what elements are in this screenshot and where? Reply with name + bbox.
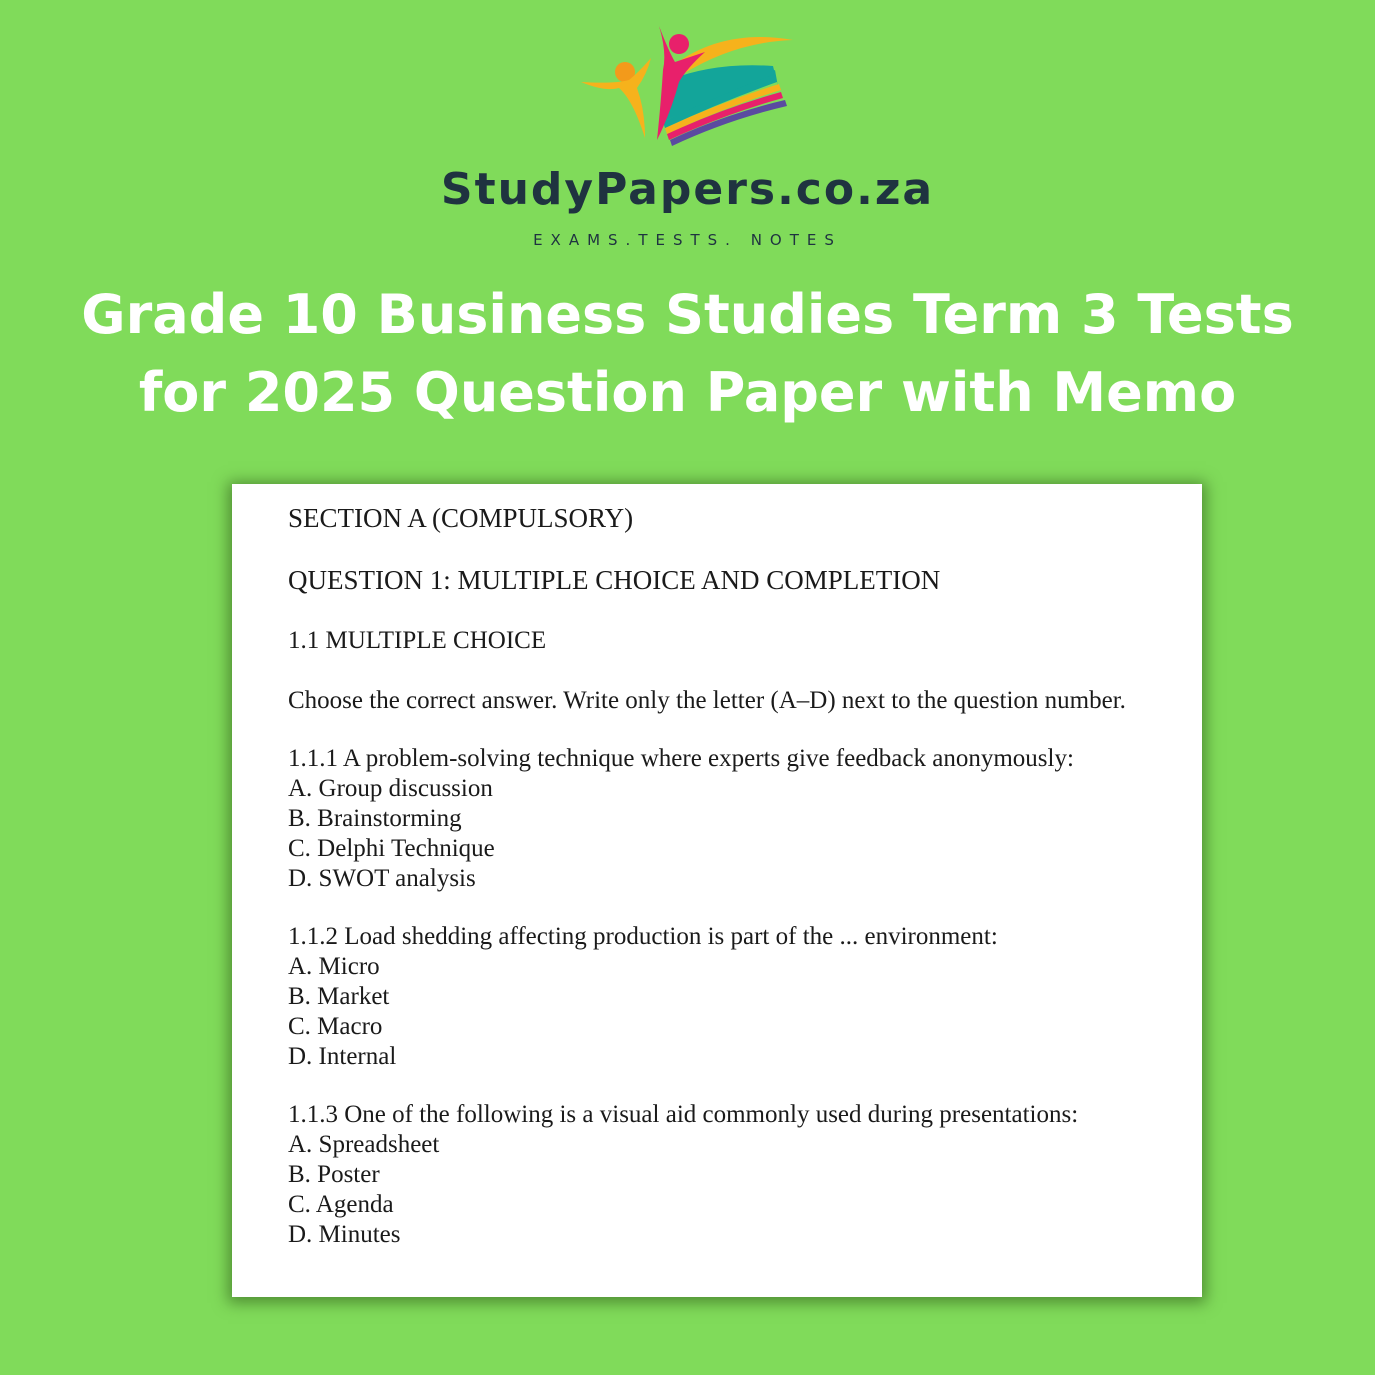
page-title-line-2: for 2025 Question Paper with Memo	[138, 361, 1237, 424]
instruction-text: Choose the correct answer. Write only the letter (A–D) next to the question number.	[288, 687, 1126, 714]
answer-option: C. Agenda	[288, 1191, 394, 1218]
answer-option: D. Minutes	[288, 1221, 401, 1248]
question-stem: 1.1.2 Load shedding affecting production is part of the ... environment:	[288, 923, 998, 950]
answer-option: A. Group discussion	[288, 775, 493, 802]
question-1-1-3	[288, 1100, 1162, 1250]
subsection-title: 1.1 MULTIPLE CHOICE	[288, 627, 547, 654]
answer-option: A. Micro	[288, 953, 380, 980]
question-1-1-2	[288, 922, 1162, 1072]
answer-option: D. Internal	[288, 1043, 397, 1070]
question-paper-preview	[232, 484, 1202, 1297]
page-title-line-1: Grade 10 Business Studies Term 3 Tests	[81, 283, 1294, 346]
open-book-with-people-icon	[575, 22, 800, 147]
brand-name: StudyPapers.co.za	[440, 164, 935, 215]
answer-option: A. Spreadsheet	[288, 1131, 440, 1158]
answer-option: C. Delphi Technique	[288, 835, 495, 862]
brand-tagline: EXAMS.TESTS. NOTES	[533, 231, 842, 249]
answer-option: B. Brainstorming	[288, 805, 462, 832]
question-title: QUESTION 1: MULTIPLE CHOICE AND COMPLETION	[288, 565, 941, 595]
answer-option: C. Macro	[288, 1013, 383, 1040]
question-stem: 1.1.1 A problem-solving technique where experts give feedback anonymously:	[288, 745, 1074, 772]
answer-option: B. Poster	[288, 1161, 380, 1188]
page-title	[40, 276, 1335, 432]
section-title: SECTION A (COMPULSORY)	[288, 503, 634, 533]
answer-option: B. Market	[288, 983, 390, 1010]
answer-option: D. SWOT analysis	[288, 865, 476, 892]
question-stem: 1.1.3 One of the following is a visual aid commonly used during presentations:	[288, 1101, 1079, 1128]
question-1-1-1	[288, 744, 1162, 894]
